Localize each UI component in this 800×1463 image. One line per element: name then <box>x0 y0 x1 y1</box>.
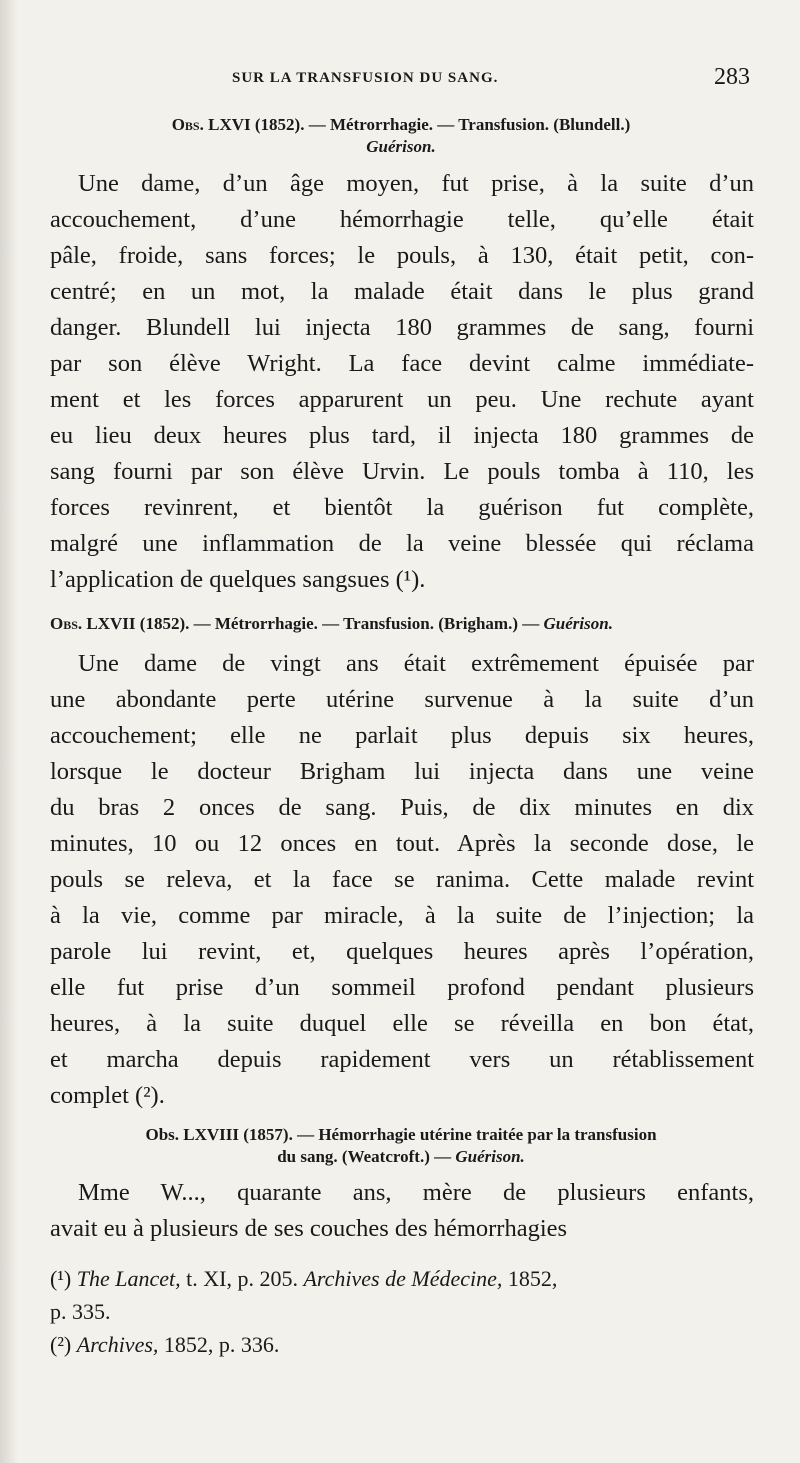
text-line: danger. Blundell lui injecta 180 grammes de sang, fourni <box>50 314 754 341</box>
text-line: Une dame de vingt ans était extrêmement épuisée par <box>78 650 754 677</box>
footnote-2-ref: 1852, p. 336. <box>163 1332 280 1357</box>
obs-67-result: Guérison. <box>543 614 613 633</box>
obs-67-text <box>50 646 754 1114</box>
text-line: complet (²). <box>50 1082 165 1109</box>
footnote-2 <box>50 1328 754 1361</box>
obs-68-title-line-1: Obs. LXVIII (1857). — Hémorrhagie utérine traitée par la transfusion <box>145 1125 657 1144</box>
footnote-1 <box>50 1262 754 1328</box>
text-line: Une dame, d’un âge moyen, fut prise, à la suite d’un <box>78 170 754 197</box>
footnote-1-line-2: p. 335. <box>50 1299 111 1324</box>
obs-66-label: Obs. LXVI <box>171 115 251 134</box>
text-line: pouls se releva, et la face se ranima. Cette malade revint <box>50 866 754 893</box>
footnote-1-ref: t. XI, p. 205. <box>186 1266 298 1291</box>
obs-68-title-line-2 <box>50 1146 752 1168</box>
footnote-1-year: 1852, <box>507 1266 558 1291</box>
obs-68-subject-end: du sang. (Weatcroft.) — <box>277 1147 452 1166</box>
text-line: parole lui revint, et, quelques heures après l’opération, <box>50 938 754 965</box>
obs-67-heading <box>50 613 752 635</box>
text-line: par son élève Wright. La face devint calme immédiate- <box>50 350 754 377</box>
text-line: malgré une inflammation de la veine blessée qui réclama <box>50 530 754 557</box>
obs-66-text <box>50 166 754 598</box>
text-line: Mme W..., quarante ans, mère de plusieurs enfants, <box>78 1179 754 1206</box>
footnote-1-journal: The Lancet, <box>76 1266 181 1291</box>
obs-67-label: Obs. LXVII <box>50 614 136 633</box>
text-line: elle fut prise d’un sommeil profond pendant plusieurs <box>50 974 754 1001</box>
text-line: sang fourni par son élève Urvin. Le pouls tomba à 110, les <box>50 458 754 485</box>
page-gutter-shadow <box>0 0 18 1463</box>
obs-66-subject: — Métrorrhagie. — Transfusion. (Blundell.) <box>308 115 631 134</box>
obs-67-year: (1852). <box>139 614 190 633</box>
text-line: avait eu à plusieurs de ses couches des hémorrhagies <box>50 1215 568 1242</box>
text-line: une abondante perte utérine survenue à la suite d’un <box>50 686 754 713</box>
text-line: l’application de quelques sangsues (¹). <box>50 566 426 593</box>
obs-68-heading <box>50 1124 752 1168</box>
text-line: et marcha depuis rapidement vers un rétablissement <box>50 1046 754 1073</box>
footnote-2-mark: (²) <box>50 1332 72 1357</box>
obs-66-result: Guérison. <box>366 137 436 156</box>
footnote-2-journal: Archives, <box>76 1332 159 1357</box>
footnote-1-mark: (¹) <box>50 1266 72 1291</box>
obs-68-result: Guérison. <box>455 1147 525 1166</box>
running-title: SUR LA TRANSFUSION DU SANG. <box>232 70 499 86</box>
text-line: du bras 2 onces de sang. Puis, de dix minutes en dix <box>50 794 754 821</box>
obs-66-heading <box>50 114 752 158</box>
text-line: accouchement, d’une hémorrhagie telle, qu’elle était <box>50 206 754 233</box>
text-line: pâle, froide, sans forces; le pouls, à 130, était petit, con- <box>50 242 754 269</box>
text-line: minutes, 10 ou 12 onces en tout. Après la seconde dose, le <box>50 830 754 857</box>
text-line: accouchement; elle ne parlait plus depuis six heures, <box>50 722 754 749</box>
obs-68-text <box>50 1175 754 1247</box>
text-line: lorsque le docteur Brigham lui injecta dans une veine <box>50 758 754 785</box>
obs-66-title-line <box>50 114 752 136</box>
text-line: eu lieu deux heures plus tard, il injecta 180 grammes de <box>50 422 754 449</box>
text-line: à la vie, comme par miracle, à la suite de l’injection; la <box>50 902 754 929</box>
footnote-1-journal-2: Archives de Médecine, <box>303 1266 503 1291</box>
footnote-1-line-1 <box>50 1262 754 1295</box>
page-header <box>50 64 750 100</box>
text-line: ment et les forces apparurent un peu. Une rechute ayant <box>50 386 754 413</box>
text-line: heures, à la suite duquel elle se réveilla en bon état, <box>50 1010 754 1037</box>
text-line: centré; en un mot, la malade était dans le plus grand <box>50 278 754 305</box>
obs-67-subject: — Métrorrhagie. — Transfusion. (Brigham.) — <box>193 614 540 633</box>
page-number: 283 <box>714 64 750 90</box>
text-line: forces revinrent, et bientôt la guérison fut complète, <box>50 494 754 521</box>
obs-66-year: (1852). <box>254 115 305 134</box>
